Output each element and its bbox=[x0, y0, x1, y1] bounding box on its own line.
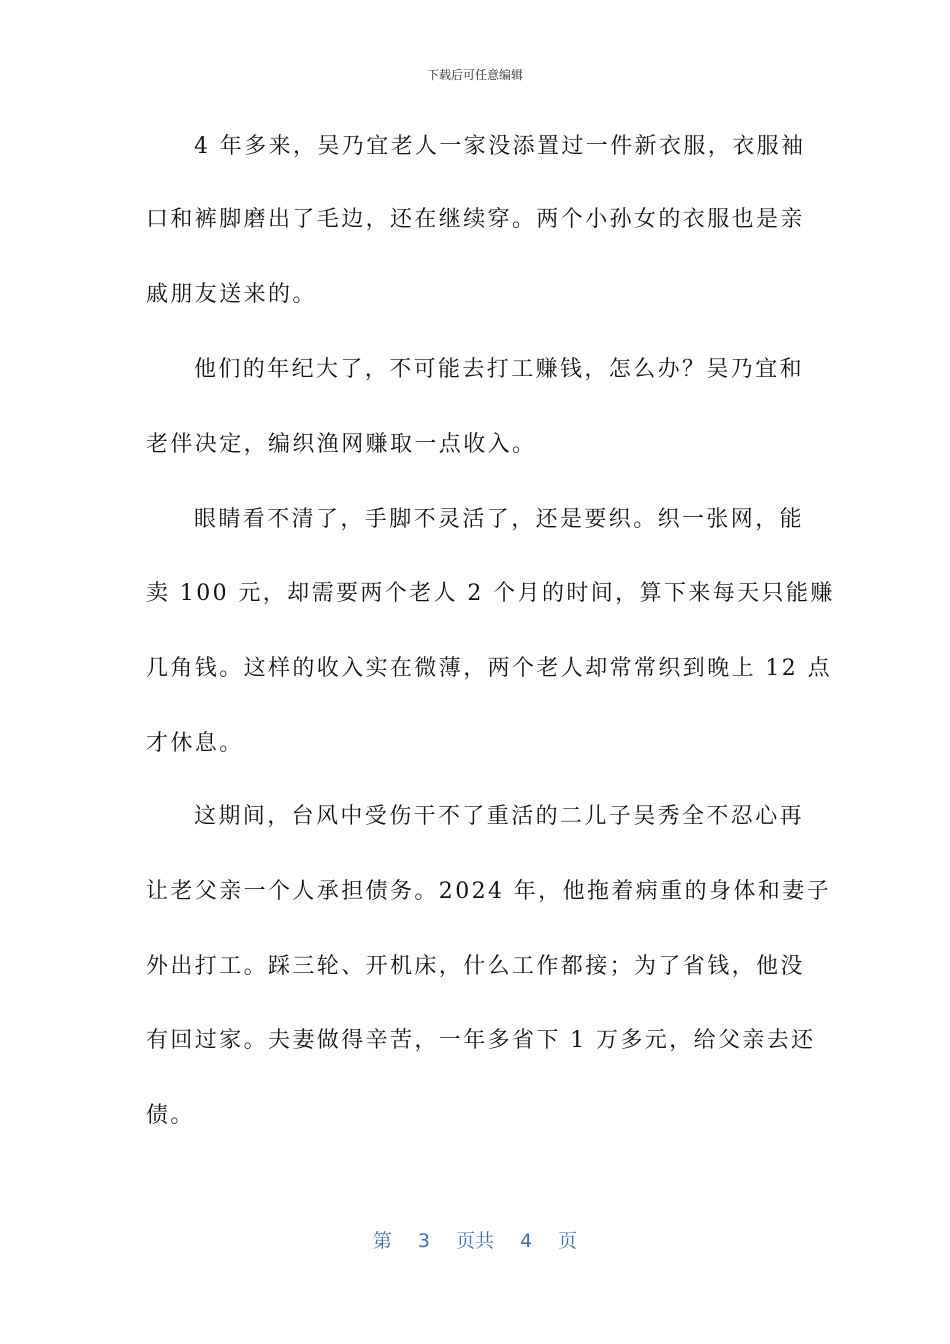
paragraph-1-line-3: 戚朋友送来的。 bbox=[146, 282, 317, 307]
paragraph-4-line-4: 有回过家。夫妻做得辛苦，一年多省下 1 万多元，给父亲去还 bbox=[146, 1028, 816, 1053]
footer-middle: 页共 bbox=[455, 1230, 494, 1252]
page-footer bbox=[0, 1226, 950, 1253]
paragraph-2-line-1: 他们的年纪大了，不可能去打工赚钱，怎么办？吴乃宜和 bbox=[194, 357, 805, 382]
paragraph-3-line-3: 几角钱。这样的收入实在微薄，两个老人却常常织到晚上 12 点 bbox=[146, 656, 832, 681]
paragraph-1-line-2: 口和裤脚磨出了毛边，还在继续穿。两个小孙女的衣服也是亲 bbox=[146, 207, 805, 232]
footer-suffix: 页 bbox=[558, 1230, 578, 1252]
paragraph-3-line-2: 卖 100 元，却需要两个老人 2 个月的时间，算下来每天只能赚 bbox=[146, 581, 835, 606]
paragraph-2-line-2: 老伴决定，编织渔网赚取一点收入。 bbox=[146, 432, 537, 457]
paragraph-4-line-2: 让老父亲一个人承担债务。2024 年，他拖着病重的身体和妻子 bbox=[146, 879, 831, 904]
paragraph-4-line-3: 外出打工。踩三轮、开机床，什么工作都接；为了省钱，他没 bbox=[146, 954, 805, 979]
footer-current-page: 3 bbox=[417, 1230, 430, 1252]
page-header: 下载后可任意编辑 bbox=[426, 68, 523, 82]
paragraph-3-line-1: 眼睛看不清了，手脚不灵活了，还是要织。织一张网，能 bbox=[194, 507, 805, 532]
paragraph-4-line-1: 这期间，台风中受伤干不了重活的二儿子吴秀全不忍心再 bbox=[194, 804, 805, 829]
footer-total-pages: 4 bbox=[520, 1230, 533, 1252]
footer-prefix: 第 bbox=[372, 1230, 392, 1252]
paragraph-4-line-5: 债。 bbox=[146, 1103, 195, 1128]
paragraph-3-line-4: 才休息。 bbox=[146, 731, 244, 756]
paragraph-1-line-1: 4 年多来，吴乃宜老人一家没添置过一件新衣服，衣服袖 bbox=[194, 134, 806, 159]
